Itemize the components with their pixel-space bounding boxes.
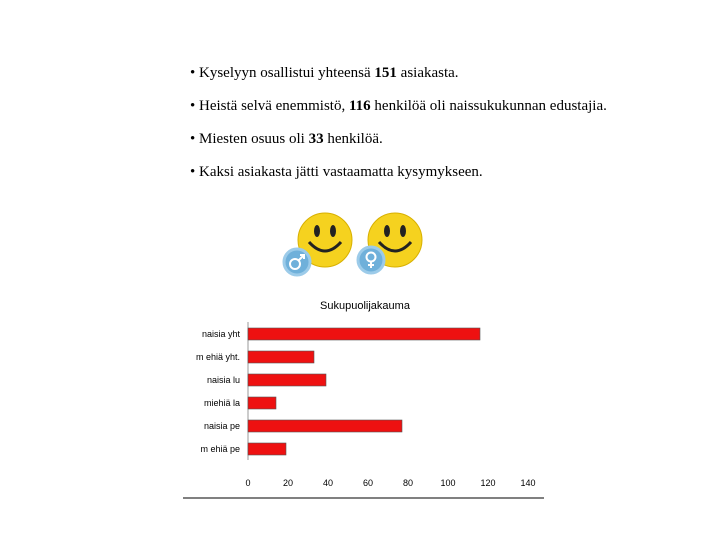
bullet-text: • Miesten osuus oli — [190, 131, 309, 147]
chart-category-label: miehiä la — [203, 398, 240, 408]
female-symbol-icon — [358, 247, 384, 273]
gender-icons — [280, 210, 440, 280]
gender-distribution-chart — [180, 292, 550, 502]
chart-bar — [248, 443, 286, 455]
chart-x-tick-label: 100 — [440, 478, 456, 488]
summary-bullets — [190, 64, 610, 196]
bullet-number: 33 — [308, 131, 324, 147]
chart-x-tick-label: 60 — [362, 478, 374, 488]
bullet-women — [190, 97, 610, 116]
chart-bar — [248, 351, 314, 363]
chart-category-label: m ehiä pe — [200, 444, 240, 454]
chart-x-tick-label: 0 — [245, 478, 251, 488]
chart-x-tick-label: 140 — [520, 478, 536, 488]
bullet-number: 151 — [374, 65, 397, 81]
chart-bar — [248, 374, 326, 386]
chart-x-tick-label: 120 — [480, 478, 496, 488]
bullet-text: • Kyselyyn osallistui yhteensä — [190, 65, 375, 81]
bullet-text: • Kaksi asiakasta jätti vastaamatta kysymykseen. — [190, 164, 483, 180]
bullet-text: • Heistä selvä enemmistö, — [190, 98, 349, 114]
male-symbol-icon — [284, 249, 310, 275]
male-smiley-group — [284, 213, 352, 275]
chart-category-label: m ehiä yht. — [195, 352, 240, 362]
female-smiley-group — [358, 213, 422, 273]
bullet-text: asiakasta. — [396, 65, 459, 81]
bullet-no-answer — [190, 163, 610, 182]
chart-x-tick-label: 40 — [322, 478, 334, 488]
bullet-text: henkilöä. — [323, 131, 383, 147]
chart-x-tick-label: 80 — [402, 478, 414, 488]
bullet-men — [190, 130, 610, 149]
chart-bar — [248, 328, 480, 340]
chart-category-label: naisia pe — [203, 421, 240, 431]
chart-bar — [248, 397, 276, 409]
bullet-text: henkilöä oli naissukukunnan edustajia. — [370, 98, 607, 114]
chart-category-label: naisia yht — [201, 329, 240, 339]
chart-bar — [248, 420, 402, 432]
bullet-total — [190, 64, 610, 83]
chart-x-tick-label: 20 — [282, 478, 294, 488]
chart-category-label: naisia lu — [206, 375, 240, 385]
bullet-number: 116 — [348, 98, 371, 114]
chart-title: Sukupuolijakauma — [320, 300, 410, 312]
